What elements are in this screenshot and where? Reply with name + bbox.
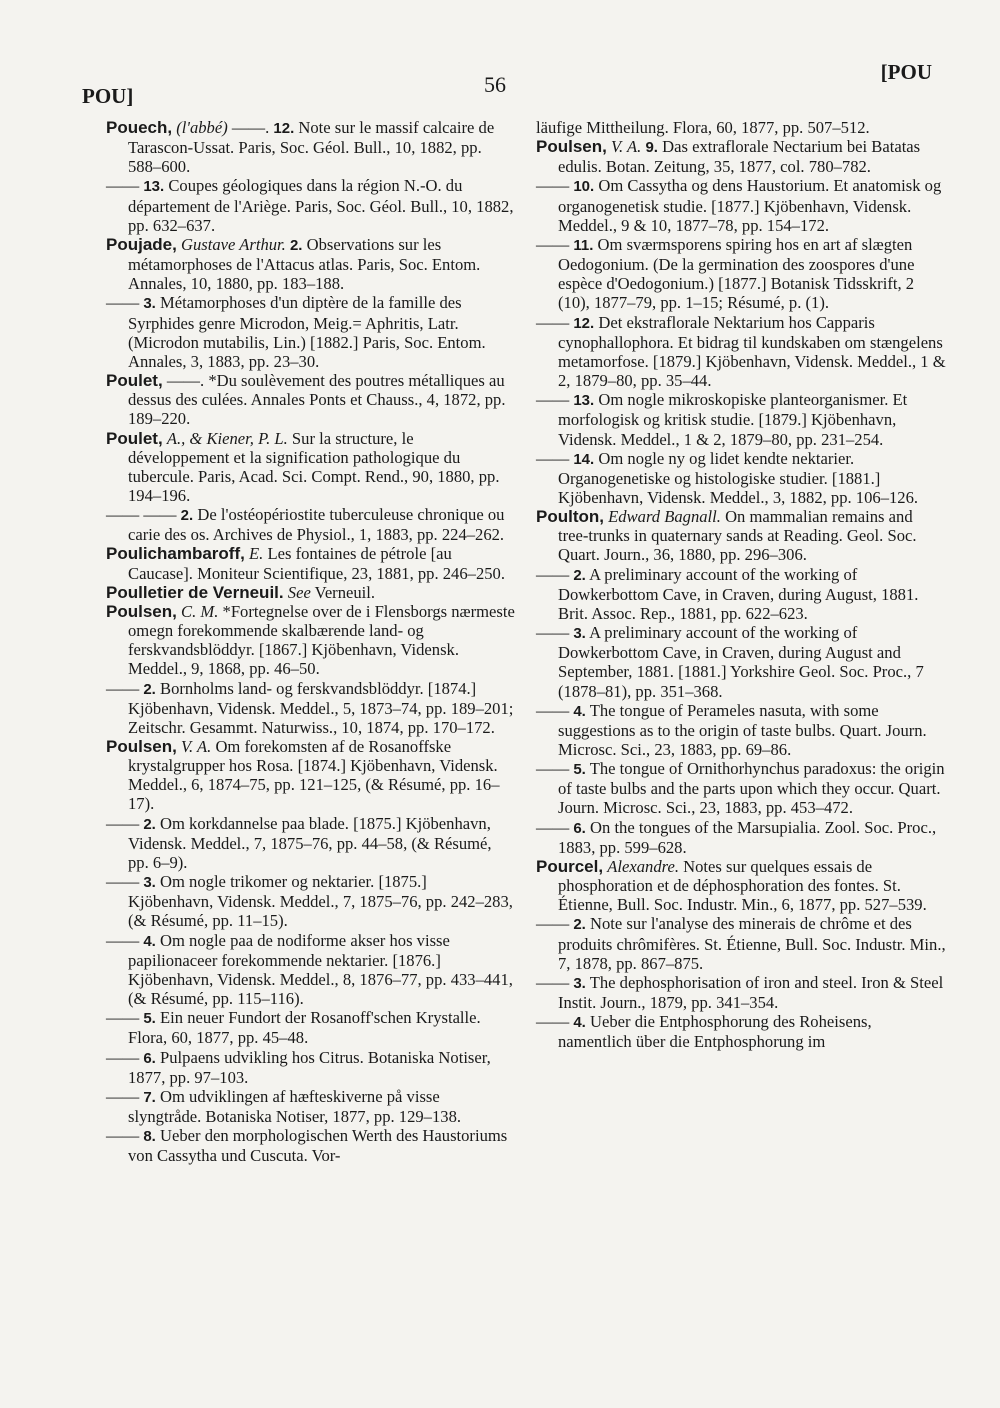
author-name: Poujade, xyxy=(106,234,177,254)
entry-text: Coupes géologiques dans la région N.-O. du département de l'Ariège. Paris, Soc. Géol. Bull., 10, 1882, pp. 632–637. xyxy=(128,176,514,235)
entry-dash: —— xyxy=(536,312,574,332)
entry-number: 2. xyxy=(573,916,586,934)
entry-text: Om nogle paa de nodiforme akser hos visse papilionaceer forekommende nektarier. [1876.] Kjöbenhavn, Vidensk. Meddel., 8, 1876–77, pp. 433–441, (& Résumé, pp. 115–116). xyxy=(128,930,513,1009)
author-initials: Edward Bagnall. xyxy=(608,507,721,527)
bibliography-entry xyxy=(106,602,516,679)
entry-number: 4. xyxy=(573,1014,586,1032)
author-name: Poulet, xyxy=(106,371,163,391)
entry-dash: —— xyxy=(536,759,574,779)
entry-number: 13. xyxy=(573,392,595,410)
entry-text: De l'ostéopériostite tuberculeuse chronique ou carie des os. Archives de Physiol., 1, 1883, pp. 224–262. xyxy=(128,505,505,545)
author-name: Poulton, xyxy=(536,507,604,527)
entry-number: 14. xyxy=(573,450,595,468)
entry-dash: —— xyxy=(536,176,574,196)
entry-text: Notes sur quelques essais de phosphoration et de déphosphoration des fontes. St. Étienne, Bull. Soc. Industr. Min., 6, 1877, pp. 527–539. xyxy=(558,856,927,915)
author-name: Poulsen, xyxy=(106,737,177,756)
bibliography-entry xyxy=(106,1126,516,1165)
entry-text: Ein neuer Fundort der Rosanoff'schen Krystalle. Flora, 60, 1877, pp. 45–48. xyxy=(128,1008,481,1048)
entry-text: On mammalian remains and tree-trunks in quaternary sands at Reading. Geol. Soc. Quart. Journ., 36, 1880, pp. 296–306. xyxy=(558,507,917,565)
entry-dash: —— xyxy=(536,390,574,410)
entry-number: 4. xyxy=(143,932,156,950)
bibliography-entry xyxy=(536,390,946,448)
entry-number: 2. xyxy=(143,680,156,698)
entry-number: 9. xyxy=(645,139,658,157)
entry-text: *Du soulèvement des poutres métalliques au dessus des culées. Annales Ponts et Chauss., 4, 1872, pp. 189–220. xyxy=(128,371,506,429)
entry-dash: —— xyxy=(536,234,574,254)
entry-number: 12. xyxy=(273,120,295,137)
entry-dash: —— xyxy=(536,623,574,643)
entry-text: Les fontaines de pétrole [au Caucase]. Moniteur Scientifique, 23, 1881, pp. 246–250. xyxy=(128,544,505,583)
author-name: Poulet, xyxy=(106,428,163,448)
entry-text: A preliminary account of the working of Dowkerbottom Cave, in Craven, during August, 1881. Brit. Assoc. Rep., 1881, pp. 622–623. xyxy=(558,564,919,623)
entry-dash: —— xyxy=(106,1126,144,1146)
entry-text: A preliminary account of the working of Dowkerbottom Cave, in Craven, during August and September, 1881. [1881.] Yorkshire Geol. Soc. Proc., 7 (1878–81), pp. 351–368. xyxy=(558,623,924,701)
bibliography-entry xyxy=(106,872,516,930)
bibliography-entry xyxy=(536,313,946,391)
entry-text: Métamorphoses d'un diptère de la famille des Syrphides genre Microdon, Meig.= Aphritis, Latr. (Microdon mutabilis, Lin.) [1882.] Paris, Soc. Entom. Annales, 3, 1883, pp. 23–30. xyxy=(128,293,486,371)
entry-text: Observations sur les métamorphoses de l'Attacus atlas. Paris, Soc. Entom. Annales, 10, 1880, pp. 183–188. xyxy=(128,234,481,294)
bibliography-entry xyxy=(106,931,516,1009)
entry-dash: —— xyxy=(106,176,144,196)
bibliography-entry xyxy=(106,737,516,814)
entry-number: 10. xyxy=(573,178,595,196)
entry-dash: —— xyxy=(536,914,574,934)
entry-dash: —— —— xyxy=(106,505,181,525)
author-initials: (l'abbé) xyxy=(176,118,228,137)
entry-number: 7. xyxy=(143,1088,156,1106)
entry-text: On the tongues of the Marsupialia. Zool. Soc. Proc., 1883, pp. 599–628. xyxy=(558,817,937,857)
entry-dash: ——. xyxy=(231,118,274,137)
entry-text: Bornholms land- og ferskvandsblöddyr. [1874.] Kjöbenhavn, Vidensk. Meddel., 5, 1873–74, pp. 189–201; Zeitschr. Gesammt. Naturwiss., 10, 1874, pp. 170–172. xyxy=(128,678,514,737)
entry-text: The dephosphorisation of iron and steel. Iron & Steel Instit. Journ., 1879, pp. 341–354. xyxy=(558,972,944,1013)
bibliography-entry xyxy=(536,235,946,313)
bibliography-entry xyxy=(536,137,946,176)
bibliography-entry xyxy=(536,857,946,914)
entry-text: Om sværmsporens spiring hos en art af slægten Oedogonium. (De la germination des zoospores d'une espèce d'Oedogonium.) [1877.] Botanisk Tidsskrift, 2 (10), 1877–79, pp. 1–15; Résumé, p. (1). xyxy=(558,234,915,313)
author-name: Poulletier de Verneuil. xyxy=(106,582,284,602)
entry-text: Om nogle mikroskopiske planteorganismer. Et morfologisk og kritisk studie. [1879.] Kjöbenhavn, Vidensk. Meddel., 1 & 2, 1879–80, pp. 231–254. xyxy=(558,390,908,449)
running-head-left: POU] xyxy=(82,84,134,108)
entry-dash: —— xyxy=(536,564,574,584)
entry-dash: —— xyxy=(536,817,574,837)
author-name: Poulsen, xyxy=(106,601,177,621)
author-name: Poulichambaroff, xyxy=(106,544,245,564)
bibliography-entry xyxy=(536,176,946,234)
entry-dash: —— xyxy=(106,930,144,950)
entry-number: 2. xyxy=(289,236,303,254)
entry-text: Sur la structure, le développement et la signification pathologique du tubercule. Paris, Acad. Sci. Compt. Rend., 90, 1880, pp. 194–196. xyxy=(128,428,500,505)
entry-text: Verneuil. xyxy=(314,582,376,602)
entry-number: 4. xyxy=(573,702,586,720)
entry-dash: —— xyxy=(106,678,144,698)
entry-dash: —— xyxy=(106,293,144,313)
bibliography-entry xyxy=(106,1008,516,1047)
entry-number: 5. xyxy=(143,1010,156,1028)
entry-number: 5. xyxy=(573,761,586,779)
entry-number: 6. xyxy=(573,819,586,837)
bibliography-entry xyxy=(536,818,946,857)
entry-text: Om forekomsten af de Rosanoffske krystalgrupper hos Rosa. [1874.] Kjöbenhavn, Vidensk. Meddel., 6, 1874–75, pp. 121–125, (& Résumé, pp. 16–17). xyxy=(128,737,500,814)
bibliography-entry xyxy=(536,759,946,817)
entry-text: Det ekstraflorale Nektarium hos Capparis cynophallophora. Et bidrag til kundskaben om stængelens metamorfose. [1879.] Kjöbenhavn, Vidensk. Meddel., 1 & 2, 1879–80, pp. 35–44. xyxy=(558,312,946,391)
author-name: Pouech, xyxy=(106,118,173,137)
author-initials: A., & Kiener, P. L. xyxy=(166,428,288,448)
entry-text: Om Cassytha og dens Haustorium. Et anatomisk og organogenetisk studie. [1877.] Kjöbenhavn, Vidensk. Meddel., 9 & 10, 1877–78, pp. 154–172. xyxy=(558,176,942,235)
bibliography-entry xyxy=(106,1087,516,1126)
bibliography-entry xyxy=(106,583,516,602)
entry-text: Om udviklingen af hæfteskiverne på visse slyngtråde. Botaniska Notiser, 1877, pp. 129–138. xyxy=(128,1086,462,1126)
entry-text: The tongue of Perameles nasuta, with some suggestions as to the origin of taste bulbs. Quart. Journ. Microsc. Sci., 23, 1883, pp. 69–86. xyxy=(558,700,927,759)
bibliography-entry xyxy=(106,371,516,428)
entry-dash: —— xyxy=(536,1012,574,1032)
author-initials: See xyxy=(287,582,311,602)
entry-text: Das extraflorale Nectarium bei Batatas edulis. Botan. Zeitung, 35, 1877, col. 780–782. xyxy=(558,137,921,177)
running-head-right: [POU xyxy=(880,60,932,84)
left-column xyxy=(106,118,516,1165)
author-initials: C. M. xyxy=(181,601,219,621)
bibliography-entry xyxy=(106,814,516,872)
bibliography-entry xyxy=(106,293,516,371)
bibliography-entry xyxy=(106,118,516,176)
entry-dash: —— xyxy=(106,1086,144,1106)
bibliography-entry xyxy=(106,679,516,737)
entry-text: Note sur l'analyse des minerais de chrôme et des produits chrômifères. St. Étienne, Bull. Soc. Industr. Min., 7, 1878, pp. 867–875. xyxy=(558,914,946,973)
entry-number: 2. xyxy=(180,507,194,525)
entry-text: Om nogle trikomer og nektarier. [1875.] Kjöbenhavn, Vidensk. Meddel., 7, 1875–76, pp. 242–283, (& Résumé, pp. 11–15). xyxy=(128,872,513,931)
bibliography-entry xyxy=(536,701,946,759)
entry-text: Pulpaens udvikling hos Citrus. Botaniska Notiser, 1877, pp. 97–103. xyxy=(128,1047,491,1087)
right-column xyxy=(536,118,946,1052)
bibliography-entry xyxy=(536,118,946,137)
bibliography-entry xyxy=(536,914,946,972)
entry-number: 3. xyxy=(573,625,586,643)
entry-number: 3. xyxy=(143,874,156,892)
entry-number: 8. xyxy=(143,1128,156,1146)
entry-number: 3. xyxy=(143,295,156,313)
author-initials: V. A. xyxy=(611,137,642,157)
entry-dash: —— xyxy=(106,872,144,892)
bibliography-entry xyxy=(536,507,946,564)
author-initials: Gustave Arthur. xyxy=(181,234,286,254)
entry-text: läufige Mittheilung. Flora, 60, 1877, pp. 507–512. xyxy=(536,118,870,137)
entry-dash: —— xyxy=(536,972,574,992)
entry-dash: —— xyxy=(106,1008,144,1028)
bibliography-entry xyxy=(106,544,516,582)
bibliography-entry xyxy=(106,505,516,544)
bibliography-entry xyxy=(536,449,946,507)
author-initials: Alexandre. xyxy=(607,856,679,876)
entry-text: Om korkdannelse paa blade. [1875.] Kjöbenhavn, Vidensk. Meddel., 7, 1875–76, pp. 44–58, (& Résumé, pp. 6–9). xyxy=(128,813,492,872)
entry-dash: —— xyxy=(106,1047,144,1067)
bibliography-entry xyxy=(106,235,516,293)
bibliography-entry xyxy=(536,973,946,1012)
entry-number: 2. xyxy=(573,566,586,584)
entry-number: 13. xyxy=(143,178,165,196)
entry-text: *Fortegnelse over de i Flensborgs nærmeste omegn forekommende skalbærende land- og ferskvandsblöddyr. [1867.] Kjöbenhavn, Vidensk. Meddel., 9, 1868, pp. 46–50. xyxy=(128,601,515,679)
entry-dash: —— xyxy=(536,448,574,468)
bibliography-entry xyxy=(536,565,946,623)
entry-text: Ueber die Entphosphorung des Roheisens, namentlich über die Entphosphorung im xyxy=(558,1012,872,1052)
entry-dash: —— xyxy=(106,813,144,833)
entry-number: 12. xyxy=(573,314,595,332)
author-name: Pourcel, xyxy=(536,856,604,876)
entry-dash: —— xyxy=(536,700,574,720)
entry-dash: ——. xyxy=(166,371,209,391)
bibliography-entry xyxy=(536,1012,946,1051)
author-initials: E. xyxy=(249,544,264,564)
bibliography-entry xyxy=(536,623,946,701)
entry-number: 2. xyxy=(143,815,156,833)
entry-text: Ueber den morphologischen Werth des Haustoriums von Cassytha und Cuscuta. Vor- xyxy=(128,1126,508,1166)
bibliography-entry xyxy=(106,176,516,234)
entry-number: 6. xyxy=(143,1049,156,1067)
page-number: 56 xyxy=(484,72,506,97)
bibliography-entry xyxy=(106,1048,516,1087)
entry-number: 11. xyxy=(573,236,594,254)
author-initials: V. A. xyxy=(181,737,212,756)
entry-number: 3. xyxy=(573,974,586,992)
entry-text: The tongue of Ornithorhynchus paradoxus: the origin of taste bulbs and the parts upon which they occur. Quart. Journ. Microsc. Sci., 23, 1883, pp. 453–472. xyxy=(558,759,945,818)
bibliography-entry xyxy=(106,429,516,506)
entry-text: Om nogle ny og lidet kendte nektarier. Organogenetiske og histologiske studier. [1881.] Kjöbenhavn, Vidensk. Meddel., 3, 1882, pp. 106–126. xyxy=(558,448,919,507)
author-name: Poulsen, xyxy=(536,137,607,157)
entry-text: Note sur le massif calcaire de Tarascon-Ussat. Paris, Soc. Géol. Bull., 10, 1882, pp. 588–600. xyxy=(128,118,495,177)
